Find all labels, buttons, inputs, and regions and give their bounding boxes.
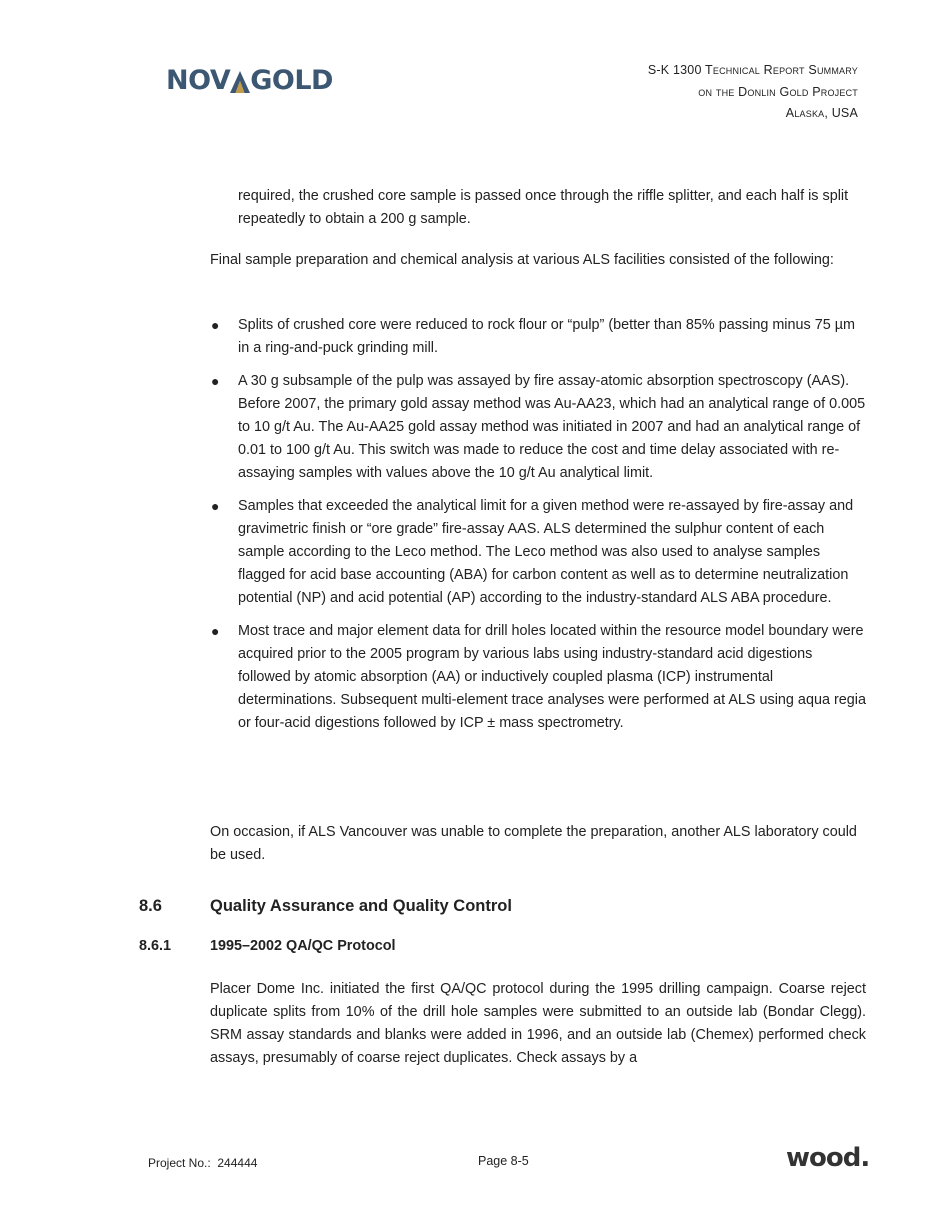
header-line-1: S-K 1300 Technical Report Summary [647, 63, 858, 77]
project-label: Project No.: [148, 1156, 211, 1170]
section-heading [139, 897, 512, 916]
subsection-heading [139, 938, 396, 954]
header-line-2: on the Donlin Gold Project [698, 84, 858, 99]
list-item: ● Most trace and major element data for drill holes located within the resource model boundary were acquired prior to the 2005 program by various labs using industry-standard acid digestions followed by atomic absorption (AA) or inductively coupled plasma (ICP) instrumental determinations. Subsequent multi-element trace analyses were performed at ALS using aqua regia or four-acid digestions followed by ICP ± mass spectrometry. [210, 620, 866, 735]
section-number: 8.6 [139, 897, 162, 915]
logo-text-right: GOLD [250, 65, 333, 96]
subsection-number: 8.6.1 [139, 938, 172, 954]
analysis-bullet-list [210, 314, 866, 745]
header-line-3: Alaska, USA [785, 106, 858, 120]
final-prep-paragraph: Final sample preparation and chemical analysis at various ALS facilities consisted of the following: [210, 252, 834, 268]
logo-text-left: NOV [166, 65, 231, 96]
novagold-logo [166, 66, 333, 96]
subsection-title: 1995–2002 QA/QC Protocol [210, 938, 396, 954]
list-item: ● Splits of crushed core were reduced to rock flour or “pulp” (better than 85% passing minus 75 µm in a ring-and-puck grinding mill. [210, 314, 866, 360]
list-item: ● A 30 g subsample of the pulp was assayed by fire assay-atomic absorption spectroscopy (AAS). Before 2007, the primary gold assay method was Au-AA23, which had an analytical range of 0.005 to 10 g/t Au. The Au-AA25 gold assay method was initiated in 2007 and had an analytical range of 0.01 to 100 g/t Au. This switch was made to reduce the cost and time delay associated with re-assaying samples with values above the 10 g/t Au analytical limit. [210, 370, 866, 485]
placer-dome-paragraph: Placer Dome Inc. initiated the first QA/QC protocol during the 1995 drilling campaign. Coarse reject duplicate splits from 10% of the drill hole samples were submitted to an outside lab (Bondar Clegg). SRM assay standards and blanks were added in 1996, and an outside lab (Chemex) performed check assays, presumably of coarse reject duplicates. Check assays by a [210, 981, 866, 1066]
bullet-icon: ● [211, 498, 220, 514]
bullet-icon: ● [211, 373, 220, 389]
bullet-icon: ● [211, 623, 220, 639]
project-number [148, 1156, 257, 1170]
section-title: Quality Assurance and Quality Control [210, 897, 512, 915]
report-header-title [648, 60, 858, 125]
intro-continued-paragraph: required, the crushed core sample is passed once through the riffle splitter, and each half is split repeatedly to obtain a 200 g sample. [238, 188, 849, 227]
list-item: ● Samples that exceeded the analytical limit for a given method were re-assayed by fire-assay and gravimetric finish or “ore grade” fire-assay AAS. ALS determined the sulphur content of each sample according to the Leco method. The Leco method was also used to analyse samples flagged for acid base accounting (ABA) for carbon content as well as to determine neutralization potential (NP) and acid potential (AP) according to the industry-standard ALS ABA procedure. [210, 495, 866, 610]
project-number-value: 244444 [217, 1156, 258, 1170]
occasion-paragraph: On occasion, if ALS Vancouver was unable to complete the preparation, another ALS laboratory could be used. [210, 824, 857, 863]
bullet-icon: ● [211, 317, 220, 333]
page-number: Page 8-5 [478, 1154, 529, 1168]
wood-logo: wood. [786, 1143, 870, 1173]
logo-a-triangle-icon [230, 66, 250, 96]
